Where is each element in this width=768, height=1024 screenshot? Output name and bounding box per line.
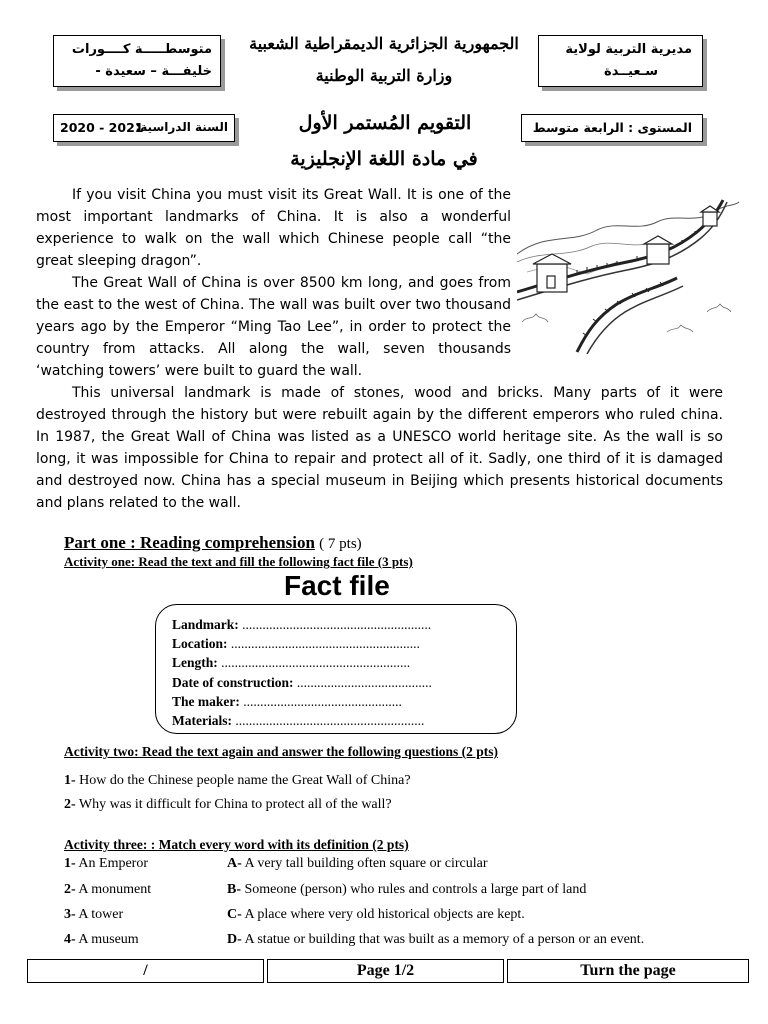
exam-title: التقويم المُستمر الأول (298, 112, 472, 134)
fact-location (172, 634, 432, 653)
directorate-line-2: سـعيــدة (604, 64, 658, 79)
great-wall-illustration-icon (517, 192, 739, 354)
level-box (521, 114, 703, 142)
fact-label: Date of construction: (172, 674, 294, 690)
footer-slash: / (143, 962, 148, 979)
footer-bar (27, 959, 749, 983)
match-definition-c (227, 907, 525, 923)
match-word-1 (64, 856, 148, 872)
fact-landmark (172, 615, 432, 634)
word-text: An Emperor (78, 856, 148, 871)
paragraph-2: The Great Wall of China is over 8500 km long, and goes from the east to the west of China. The wall was built over two thousand years ago by the Emperor “Ming Tao Lee”, in order to protect the country from attacks. All along the wall, seven thousands ‘watching towers’ were built to guard the wall. (36, 275, 511, 379)
question-1 (64, 773, 411, 789)
paragraph-3: This universal landmark is made of stones, wood and bricks. Many parts of it were destroyed through the history but were rebuilt again by the different emperors who ruled china. In 1987, the Great Wall of China was listed as a UNESCO world heritage site. As the wall is so long, it was impossible for China to repair and protect all of it. Sadly, one third of it is damaged and destroyed now. China has a special museum in Beijing which presents historical documents and plans related to the wall. (36, 385, 723, 511)
word-text: A tower (78, 907, 124, 922)
definition-text: A statue or building that was built as a memory of a person or an event. (244, 932, 645, 947)
definition-text: A place where very old historical objects are kept. (244, 907, 525, 922)
definition-text: A very tall building often square or circular (244, 856, 488, 871)
fact-label: Landmark: (172, 617, 239, 632)
fact-date (172, 673, 432, 692)
paragraph-1: If you visit China you must visit its Great Wall. It is one of the most important landmarks of China. It is also a wonderful experience to walk on the wall which Chinese people call “the great sleeping dragon”. (36, 187, 511, 269)
activity-three-instruction: Activity three: : Match every word with its definition (2 pts) (64, 837, 409, 852)
match-definition-a (227, 856, 488, 872)
year-box (53, 114, 235, 142)
match-definition-d (227, 932, 644, 948)
match-word-4 (64, 932, 139, 948)
question-text: Why was it difficult for China to protect all of the wall? (78, 797, 392, 812)
match-definition-b (227, 882, 586, 898)
match-word-3 (64, 907, 123, 923)
footer-cell-center (267, 959, 504, 983)
republic-title: الجمهورية الجزائرية الديمقراطية الشعبية (249, 34, 519, 53)
fact-maker (172, 692, 432, 711)
level-text: المستوى : الرابعة متوسط (532, 120, 692, 135)
directorate-line-1: مديرية التربية لولاية (565, 42, 692, 57)
question-2 (64, 797, 392, 813)
answer-blank[interactable]: ........................................ (296, 674, 432, 690)
footer-cell-left (27, 959, 264, 983)
answer-blank[interactable]: ........................................................ (235, 713, 425, 729)
definition-letter: D- (227, 932, 242, 947)
word-number: 4- (64, 932, 76, 947)
fact-label: Length: (172, 655, 218, 671)
match-word-2 (64, 882, 151, 898)
definition-letter: A- (227, 856, 242, 871)
fact-file-box (155, 604, 517, 734)
footer-cell-right (507, 959, 749, 983)
fact-label: Location: (172, 636, 228, 652)
part-one-points: ( 7 pts) (319, 536, 362, 552)
fact-label: The maker: (172, 693, 240, 709)
activity-one-instruction: Activity one: Read the text and fill the following fact file (3 pts) (64, 554, 413, 569)
year-value: 2020 - 2021 (60, 120, 144, 135)
fact-materials (172, 711, 432, 730)
fact-length (172, 653, 432, 672)
passage-top (36, 184, 511, 382)
ministry-title: وزارة التربية الوطنية (315, 66, 453, 85)
answer-blank[interactable]: ........................................................ (230, 636, 420, 652)
school-line-1: متوسطـــــة كــــورات (71, 42, 212, 57)
word-number: 3- (64, 907, 76, 922)
subject-title: في مادة اللغة الإنجليزية (290, 148, 478, 170)
question-text: How do the Chinese people name the Great Wall of China? (79, 773, 411, 788)
word-text: A museum (78, 932, 139, 947)
word-text: A monument (78, 882, 152, 897)
definition-letter: B- (227, 882, 241, 897)
answer-blank[interactable]: ........................................................ (221, 655, 411, 671)
year-label: السنة الدراسية: (135, 120, 228, 134)
directorate-box (538, 35, 703, 87)
question-number: 1- (64, 773, 76, 788)
word-number: 1- (64, 856, 76, 871)
school-line-2: خليفـــة – سعيدة - (95, 64, 212, 79)
definition-letter: C- (227, 907, 242, 922)
part-one-title: Part one : Reading comprehension (64, 533, 315, 552)
school-box (53, 35, 221, 87)
page-number: Page 1/2 (356, 962, 415, 979)
fact-label: Materials: (172, 713, 232, 729)
part-one-heading (64, 533, 362, 553)
passage-bottom (36, 382, 723, 514)
definition-text: Someone (person) who rules and controls a large part of land (244, 882, 587, 897)
word-number: 2- (64, 882, 76, 897)
turn-page-label: Turn the page (580, 962, 676, 979)
answer-blank[interactable]: ........................................................ (242, 617, 432, 632)
fact-file-fields (172, 615, 432, 730)
answer-blank[interactable]: ............................................... (243, 693, 402, 709)
question-number: 2- (64, 797, 76, 812)
activity-two-instruction: Activity two: Read the text again and answer the following questions (2 pts) (64, 744, 498, 759)
fact-file-title: Fact file (284, 570, 390, 601)
